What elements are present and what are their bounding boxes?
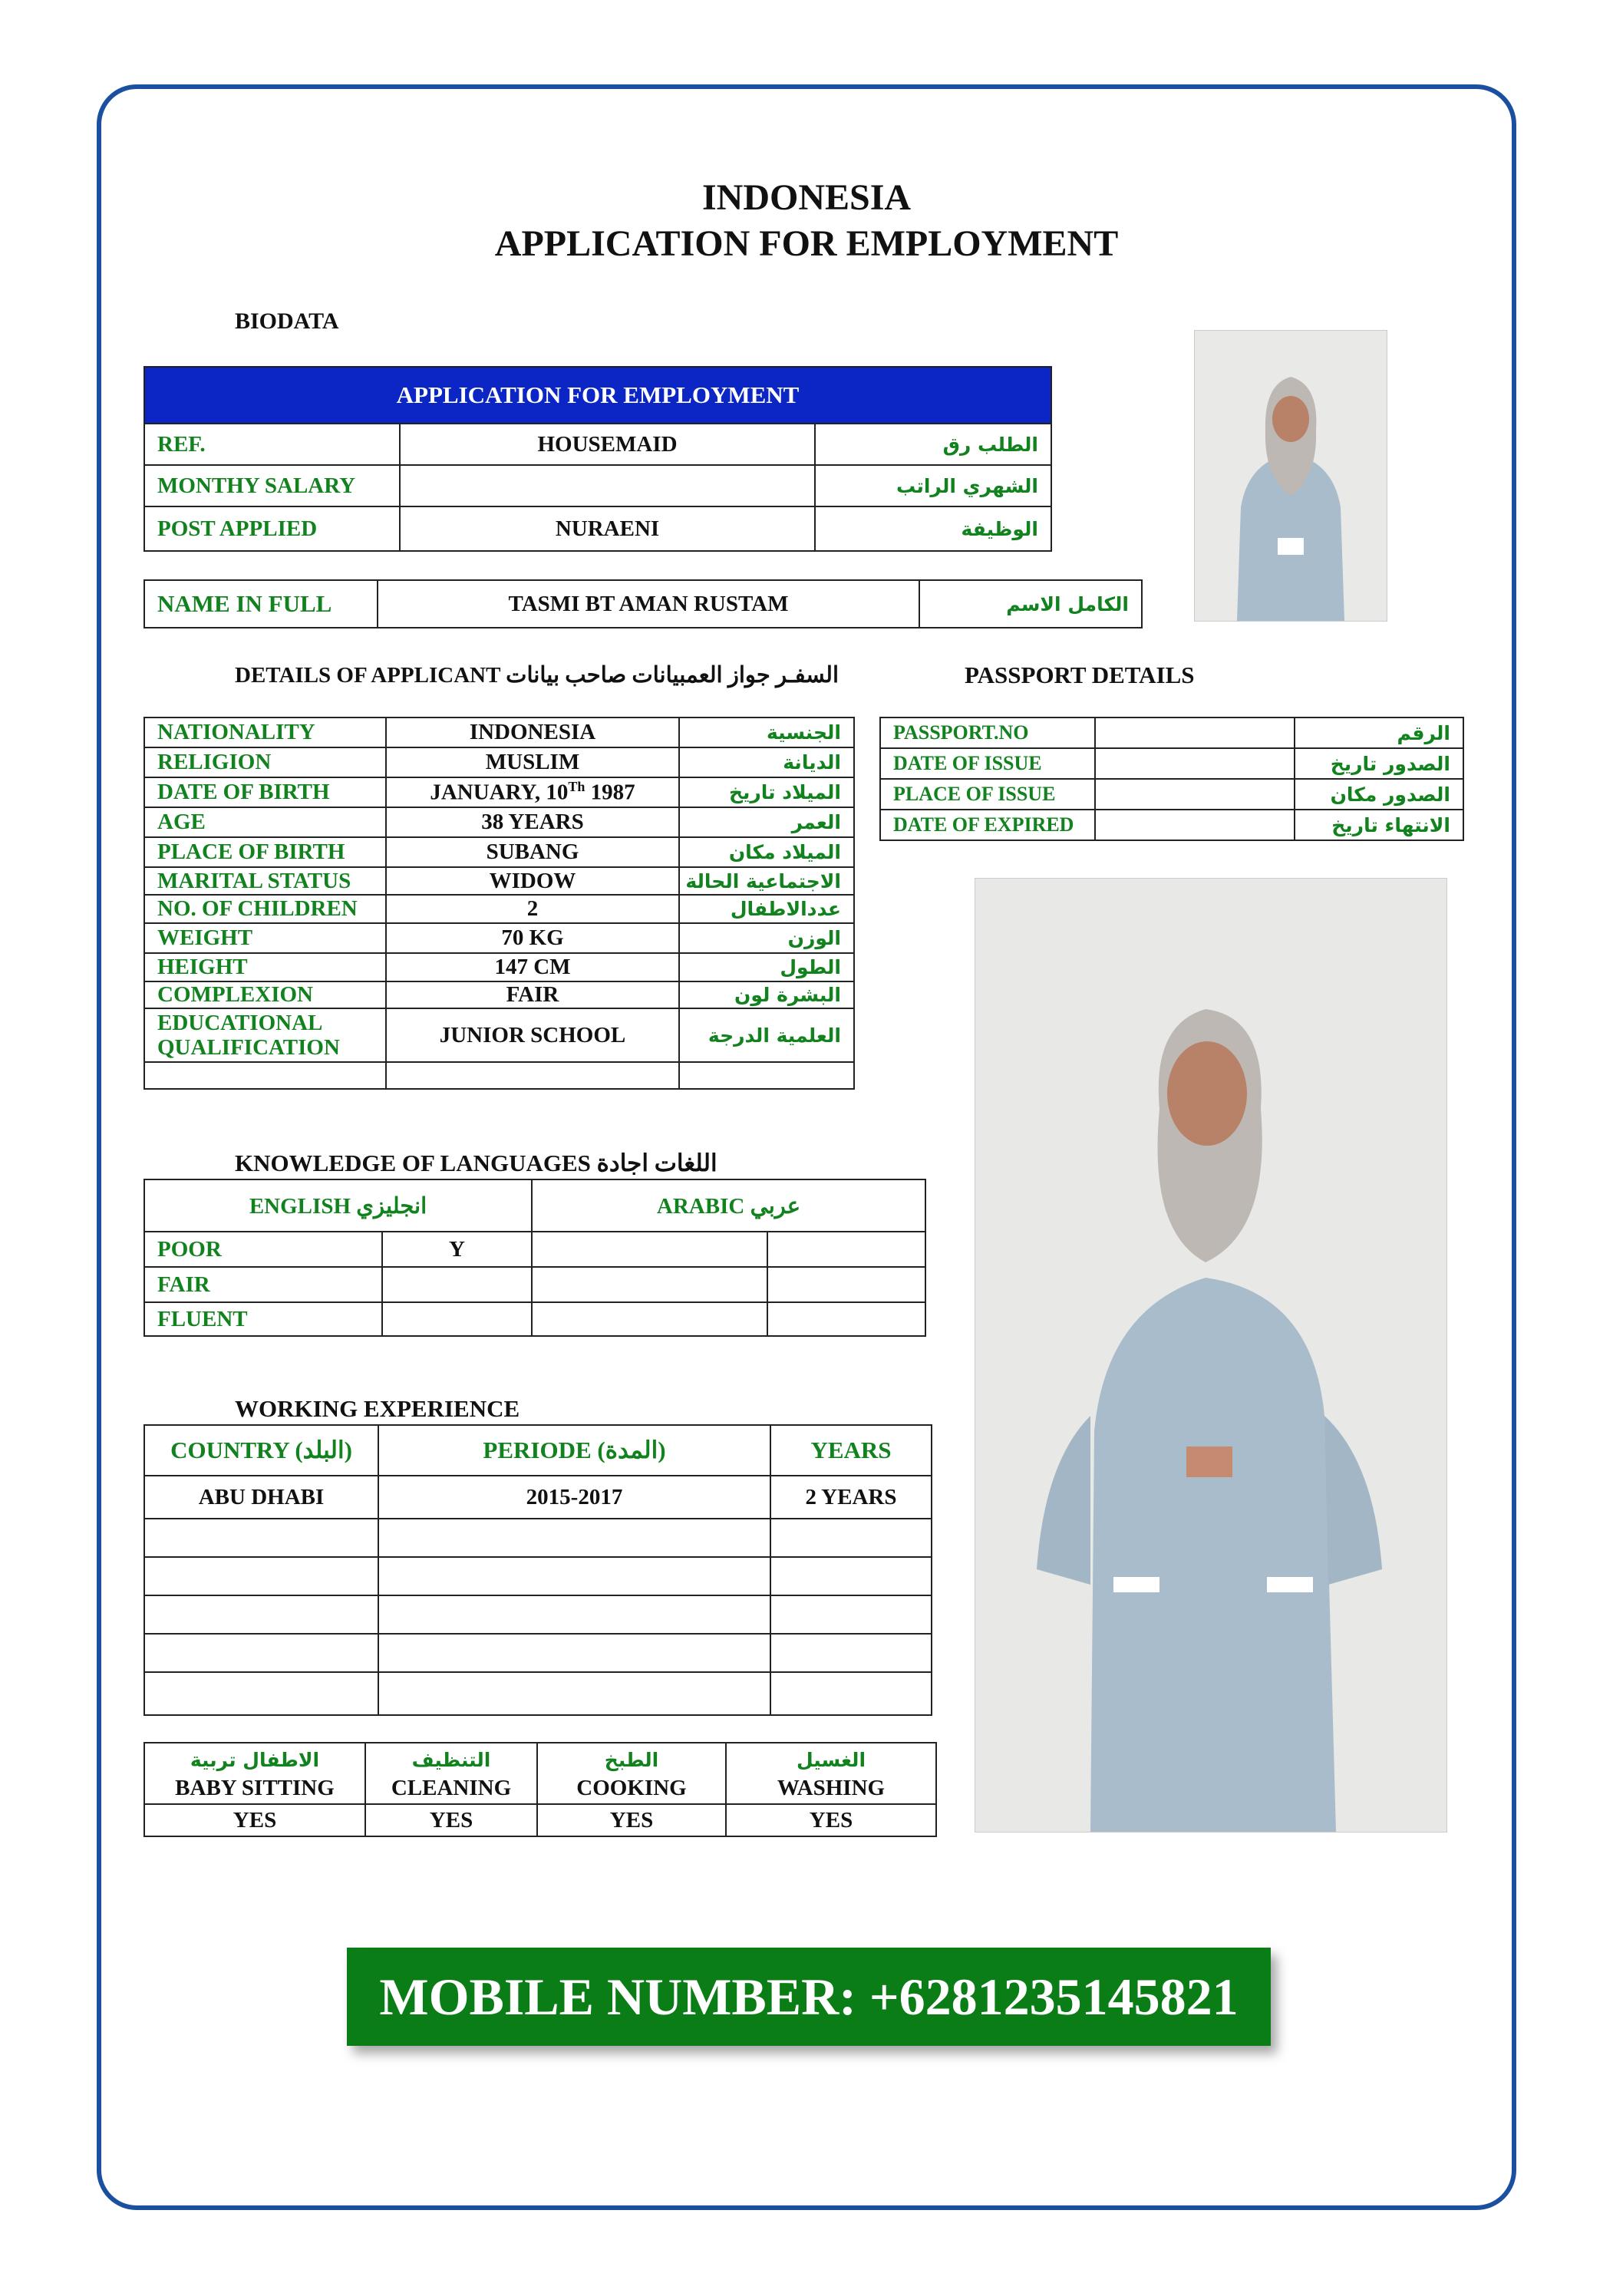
detail-arabic: عددالاطفال [679,895,854,923]
passport-label: DATE OF ISSUE [880,748,1095,779]
experience-empty-cell [378,1672,770,1715]
skill-value: YES [365,1804,537,1836]
detail-label: WEIGHT [144,923,386,953]
detail-value: WIDOW [386,867,679,895]
skill-arabic: التنظيف [411,1749,491,1771]
experience-col-period: PERIODE (المدة) [378,1425,770,1476]
post-value: NURAENI [400,506,815,551]
skill-cell [537,1743,726,1804]
arabic-level-value [767,1267,925,1302]
language-level: FLUENT [144,1302,382,1336]
skill-label: CLEANING [391,1776,512,1800]
detail-label: COMPLEXION [144,981,386,1008]
experience-empty-cell [770,1519,932,1557]
skill-arabic: الطبخ [604,1749,659,1771]
arabic-level-value [767,1232,925,1267]
detail-arabic: الطول [679,953,854,981]
experience-empty-cell [378,1557,770,1595]
detail-value: INDONESIA [386,718,679,747]
experience-heading: WORKING EXPERIENCE [235,1395,520,1422]
ref-arabic: الطلب رق [815,424,1051,465]
arabic-level-value [532,1267,767,1302]
detail-label: NATIONALITY [144,718,386,747]
skill-label: WASHING [777,1776,886,1800]
detail-label: EDUCATIONAL QUALIFICATION [144,1008,386,1062]
detail-value: 2 [386,895,679,923]
language-level: POOR [144,1232,382,1267]
detail-value: 38 YEARS [386,807,679,837]
passport-heading: PASSPORT DETAILS [965,661,1195,688]
passport-label: PLACE OF ISSUE [880,779,1095,810]
experience-country: ABU DHABI [144,1476,378,1519]
dob-year: 1987 [585,780,635,805]
experience-period: 2015-2017 [378,1476,770,1519]
experience-empty-cell [378,1595,770,1634]
arabic-header: ARABIC عربي [532,1179,925,1232]
skill-value: YES [144,1804,365,1836]
skill-arabic: الغسيل [796,1749,866,1771]
passport-arabic: الانتهاء تاريخ [1295,810,1463,840]
post-label: POST APPLIED [144,506,400,551]
passport-arabic: الرقم [1295,718,1463,748]
name-label: NAME IN FULL [144,580,378,628]
detail-arabic: الميلاد مكان [679,837,854,867]
passport-arabic: الصدور مكان [1295,779,1463,810]
experience-empty-cell [378,1519,770,1557]
passport-arabic: الصدور تاريخ [1295,748,1463,779]
experience-empty-cell [144,1634,378,1672]
passport-label: PASSPORT.NO [880,718,1095,748]
detail-label: AGE [144,807,386,837]
experience-empty-cell [770,1557,932,1595]
post-arabic: الوظيفة [815,506,1051,551]
skill-arabic: الاطفال تربية [190,1749,320,1771]
detail-arabic: الميلاد تاريخ [679,777,854,807]
detail-value: JUNIOR SCHOOL [386,1008,679,1062]
salary-value [400,465,815,506]
experience-empty-cell [770,1595,932,1634]
passport-value [1095,718,1295,748]
skill-cell [726,1743,936,1804]
detail-value: 70 KG [386,923,679,953]
arabic-level-value [532,1232,767,1267]
country-title: INDONESIA [701,177,912,218]
dob-day: JANUARY, 10 [430,780,569,805]
english-level-value: Y [382,1232,532,1267]
passport-value [1095,748,1295,779]
arabic-level-value [532,1302,767,1336]
application-heading: APPLICATION FOR EMPLOYMENT [144,367,1051,424]
languages-table [143,1179,926,1337]
passport-value [1095,779,1295,810]
ref-label: REF. [144,424,400,465]
skill-cell [365,1743,537,1804]
detail-arabic: العلمية الدرجة [679,1008,854,1062]
detail-value [386,777,679,807]
english-level-value [382,1302,532,1336]
detail-label: PLACE OF BIRTH [144,837,386,867]
detail-label: DATE OF BIRTH [144,777,386,807]
skill-cell [144,1743,365,1804]
experience-empty-cell [144,1672,378,1715]
experience-empty-cell [144,1595,378,1634]
detail-label: MARITAL STATUS [144,867,386,895]
experience-empty-cell [378,1634,770,1672]
experience-empty-cell [770,1634,932,1672]
detail-value: MUSLIM [386,747,679,777]
experience-col-country: COUNTRY (البلد) [144,1425,378,1476]
english-level-value [382,1267,532,1302]
detail-empty-cell [386,1062,679,1089]
salary-label: MONTHY SALARY [144,465,400,506]
salary-arabic: الشهري الراتب [815,465,1051,506]
detail-empty-cell [679,1062,854,1089]
detail-arabic: الجنسية [679,718,854,747]
detail-arabic: الوزن [679,923,854,953]
skill-value: YES [537,1804,726,1836]
detail-arabic: الاجتماعية الحالة [679,867,854,895]
page-title: APPLICATION FOR EMPLOYMENT [494,223,1119,264]
experience-empty-cell [770,1672,932,1715]
languages-heading: KNOWLEDGE OF LANGUAGES اللغات اجادة [235,1150,717,1176]
detail-value: FAIR [386,981,679,1008]
skill-label: COOKING [576,1776,687,1800]
arabic-level-value [767,1302,925,1336]
details-table [143,717,855,1090]
applicant-photo-full [975,878,1447,1833]
language-level: FAIR [144,1267,382,1302]
name-table [143,579,1143,628]
passport-table [879,717,1464,841]
ref-value: HOUSEMAID [400,424,815,465]
details-heading: DETAILS OF APPLICANT السفـر جواز العمبيانات صاحب بيانات [235,663,839,688]
dob-suffix: Th [568,779,585,795]
experience-table [143,1424,932,1716]
passport-value [1095,810,1295,840]
experience-empty-cell [144,1519,378,1557]
experience-col-years: YEARS [770,1425,932,1476]
detail-value: SUBANG [386,837,679,867]
detail-arabic: العمر [679,807,854,837]
skill-value: YES [726,1804,936,1836]
english-header: ENGLISH انجليزي [144,1179,532,1232]
detail-label: RELIGION [144,747,386,777]
passport-label: DATE OF EXPIRED [880,810,1095,840]
detail-empty-cell [144,1062,386,1089]
experience-years: 2 YEARS [770,1476,932,1519]
detail-label: HEIGHT [144,953,386,981]
name-value: TASMI BT AMAN RUSTAM [378,580,919,628]
application-table [143,366,1052,552]
detail-arabic: الديانة [679,747,854,777]
applicant-photo-small [1194,330,1387,622]
mobile-number-banner: MOBILE NUMBER: +6281235145821 [347,1948,1271,2046]
skill-label: BABY SITTING [175,1776,335,1800]
name-arabic: الكامل الاسم [919,580,1142,628]
detail-label: NO. OF CHILDREN [144,895,386,923]
skills-table [143,1742,937,1837]
detail-arabic: البشرة لون [679,981,854,1008]
experience-empty-cell [144,1557,378,1595]
biodata-label: BIODATA [235,308,339,334]
detail-value: 147 CM [386,953,679,981]
